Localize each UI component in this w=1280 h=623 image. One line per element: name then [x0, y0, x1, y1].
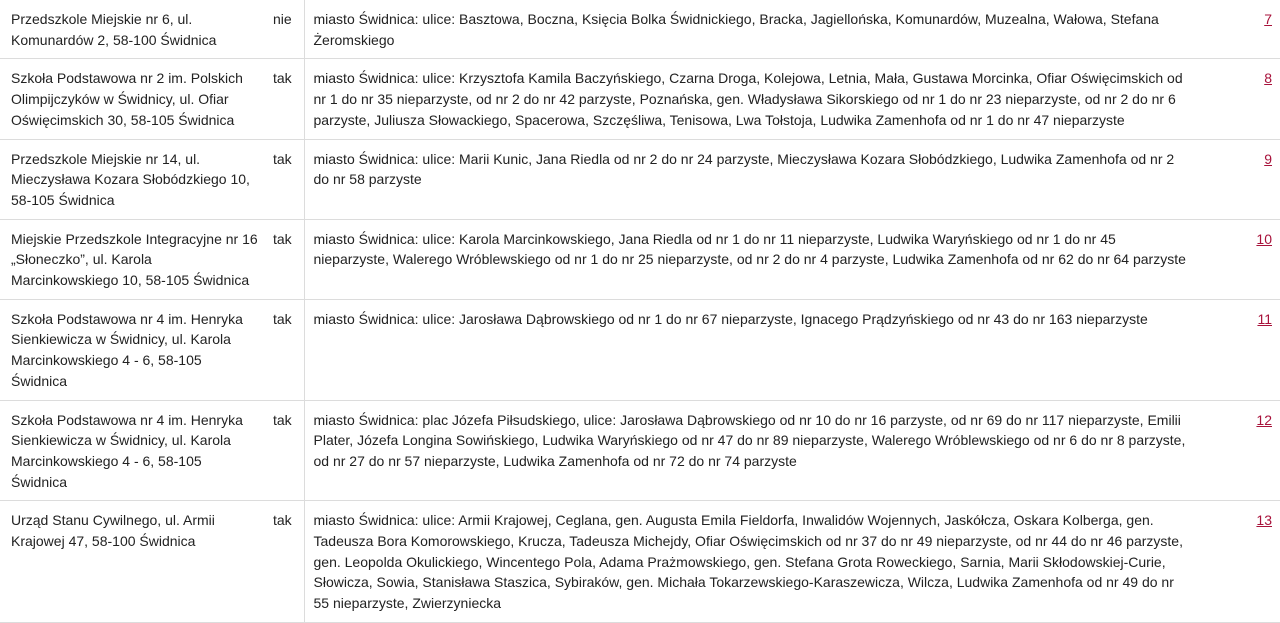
district-number-cell — [1200, 0, 1280, 59]
district-streets: miasto Świdnica: ulice: Marii Kunic, Jana Riedla od nr 2 do nr 24 parzyste, Mieczysława Kozara Słobódzkiego, Ludwika Zamenhofa od nr 2 do nr 58 parzyste — [304, 139, 1200, 219]
table-row — [0, 0, 1280, 59]
accessibility-value: tak — [264, 139, 304, 219]
district-number-link[interactable]: 8 — [1264, 70, 1272, 87]
district-number-cell — [1200, 59, 1280, 139]
district-streets: miasto Świdnica: ulice: Karola Marcinkowskiego, Jana Riedla od nr 1 do nr 11 nieparzyste, Ludwika Waryńskiego od nr 1 do nr 45 nieparzyste, Walerego Wróblewskiego od nr 1 do nr 25 nieparzyste, od nr 2 do nr 4 parzyste, Ludwika Zamenhofa od nr 62 do nr 64 parzyste — [304, 219, 1200, 299]
district-streets: miasto Świdnica: ulice: Armii Krajowej, Ceglana, gen. Augusta Emila Fieldorfa, Inwalidów Wojennych, Jaskółcza, Oskara Kolberga, gen. Tadeusza Bora Komorowskiego, Krucza, Tadeusza Michejdy, Ofiar Oświęcimskich od nr 37 do nr 49 nieparzyste, od nr 44 do nr 46 parzyste, gen. Leopolda Okulickiego, Wincentego Pola, Adama Prażmowskiego, gen. Stefana Grota Roweckiego, Sarnia, Marii Skłodowskiej-Curie, Słowicza, Sowia, Stanisława Staszica, Sybiraków, gen. Michała Tokarzewskiego-Karaszewicza, Wilcza, Ludwika Zamenhofa od nr 49 do nr 55 nieparzyste, Zwierzyniecka — [304, 501, 1200, 623]
accessibility-value: tak — [264, 219, 304, 299]
polling-station-address: Szkoła Podstawowa nr 4 im. Henryka Sienkiewicza w Świdnicy, ul. Karola Marcinkowskiego 4 - 6, 58-105 Świdnica — [0, 400, 264, 501]
district-number-cell — [1200, 501, 1280, 623]
district-number-link[interactable]: 11 — [1257, 310, 1272, 327]
district-streets: miasto Świdnica: ulice: Basztowa, Boczna, Księcia Bolka Świdnickiego, Bracka, Jagiellońska, Komunardów, Muzealna, Wałowa, Stefana Żeromskiego — [304, 0, 1200, 59]
district-number-link[interactable]: 9 — [1264, 150, 1272, 167]
polling-station-address: Szkoła Podstawowa nr 2 im. Polskich Olimpijczyków w Świdnicy, ul. Ofiar Oświęcimskich 30, 58-105 Świdnica — [0, 59, 264, 139]
accessibility-value: tak — [264, 59, 304, 139]
district-number-cell — [1200, 219, 1280, 299]
table-row — [0, 139, 1280, 219]
district-number-link[interactable]: 7 — [1264, 11, 1272, 27]
district-streets: miasto Świdnica: plac Józefa Piłsudskiego, ulice: Jarosława Dąbrowskiego od nr 10 do nr 16 parzyste, od nr 69 do nr 117 nieparzyste, Emilii Plater, Józefa Longina Sowińskiego, Ludwika Waryńskiego od nr 47 do nr 89 nieparzyste, Walerego Wróblewskiego od nr 6 do nr 8 parzyste, od nr 27 do nr 57 nieparzyste, Ludwika Zamenhofa od nr 72 do nr 74 parzyste — [304, 400, 1200, 501]
district-streets: miasto Świdnica: ulice: Krzysztofa Kamila Baczyńskiego, Czarna Droga, Kolejowa, Letnia, Mała, Gustawa Morcinka, Ofiar Oświęcimskich od nr 1 do nr 35 nieparzyste, od nr 2 do nr 42 parzyste, Poznańska, gen. Władysława Sikorskiego od nr 1 do nr 23 nieparzyste, od nr 2 do nr 6 parzyste, Juliusza Słowackiego, Spacerowa, Szczęśliwa, Tenisowa, Lwa Tołstoja, Ludwika Zamenhofa od nr 1 do nr 47 nieparzyste — [304, 59, 1200, 139]
district-number-link[interactable]: 12 — [1256, 411, 1272, 428]
accessibility-value: tak — [264, 299, 304, 400]
table-row — [0, 59, 1280, 139]
table-row — [0, 501, 1280, 623]
polling-station-address: Miejskie Przedszkole Integracyjne nr 16 „Słoneczko”, ul. Karola Marcinkowskiego 10, 58-105 Świdnica — [0, 219, 264, 299]
district-streets: miasto Świdnica: ulice: Jarosława Dąbrowskiego od nr 1 do nr 67 nieparzyste, Ignacego Prądzyńskiego od nr 43 do nr 163 nieparzyste — [304, 299, 1200, 400]
table-row — [0, 299, 1280, 400]
polling-station-address: Szkoła Podstawowa nr 4 im. Henryka Sienkiewicza w Świdnicy, ul. Karola Marcinkowskiego 4 - 6, 58-105 Świdnica — [0, 299, 264, 400]
accessibility-value: nie — [264, 0, 304, 59]
district-number-link[interactable]: 10 — [1256, 230, 1272, 247]
district-number-cell — [1200, 139, 1280, 219]
table-row — [0, 219, 1280, 299]
polling-station-address: Przedszkole Miejskie nr 6, ul. Komunardów 2, 58-100 Świdnica — [0, 0, 264, 59]
district-number-cell — [1200, 400, 1280, 501]
accessibility-value: tak — [264, 501, 304, 623]
district-number-link[interactable]: 13 — [1256, 512, 1272, 529]
polling-station-address: Urząd Stanu Cywilnego, ul. Armii Krajowej 47, 58-100 Świdnica — [0, 501, 264, 623]
accessibility-value: tak — [264, 400, 304, 501]
polling-station-address: Przedszkole Miejskie nr 14, ul. Mieczysława Kozara Słobódzkiego 10, 58-105 Świdnica — [0, 139, 264, 219]
table-row — [0, 400, 1280, 501]
district-number-cell — [1200, 299, 1280, 400]
